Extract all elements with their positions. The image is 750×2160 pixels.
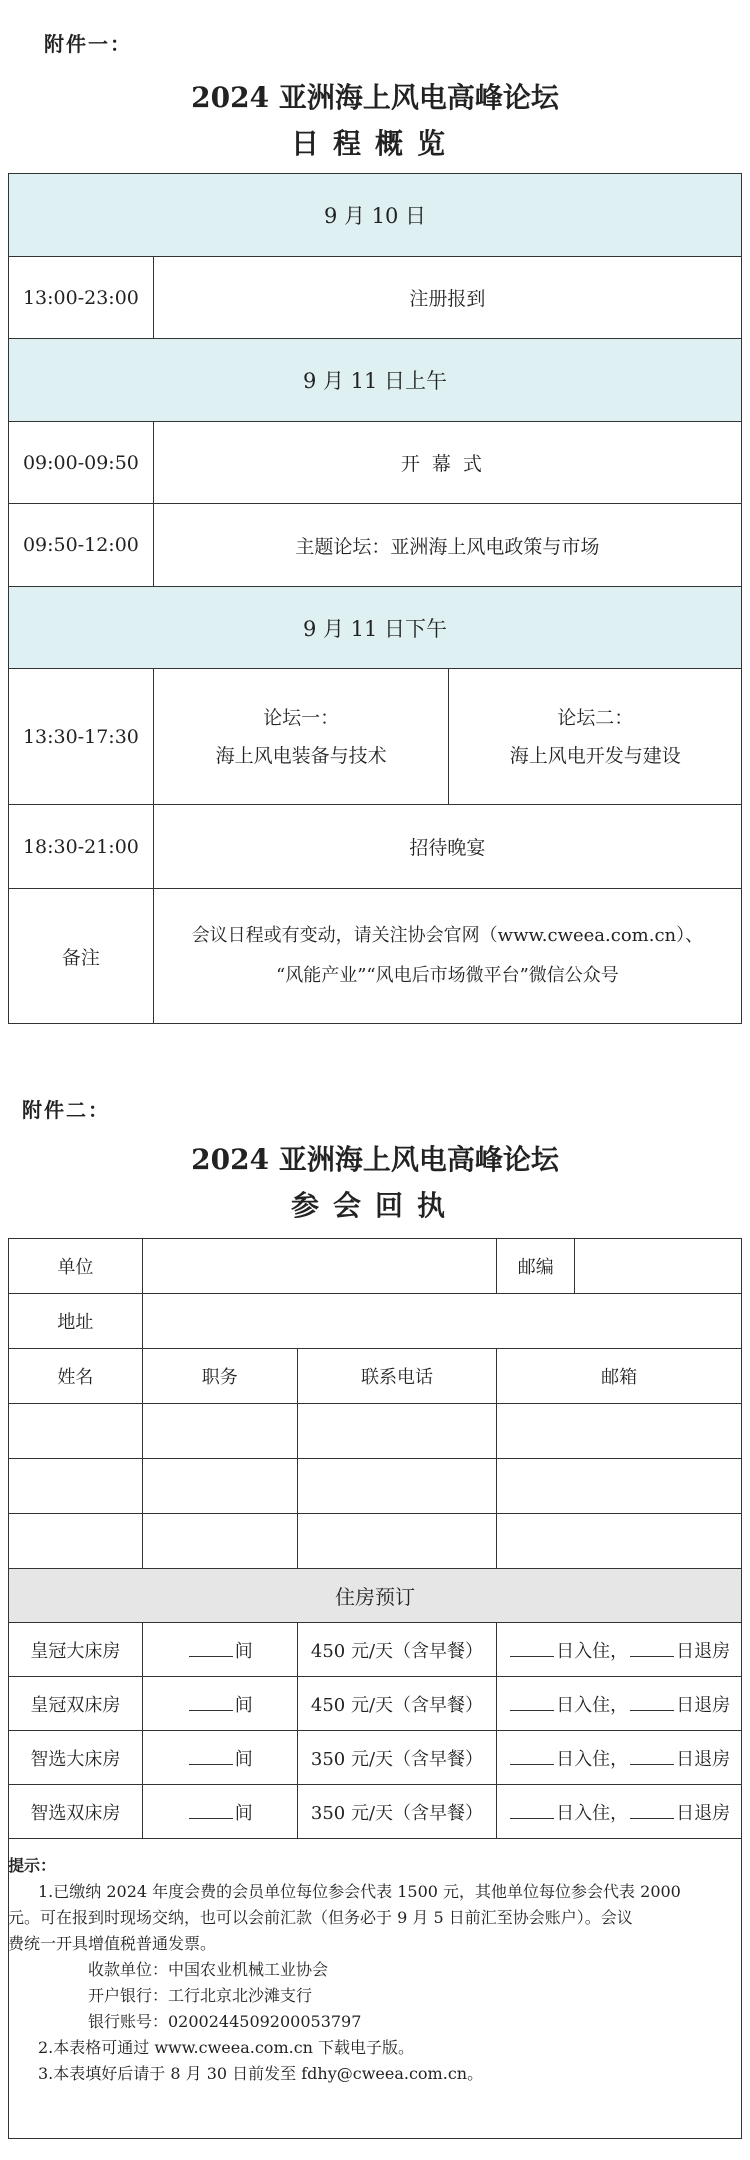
email-header: 邮箱 (497, 1349, 742, 1404)
time-cell: 09:00-09:50 (9, 422, 154, 504)
note-1b: 元。可在报到时现场交纳，也可以会前汇款（但务必于 9 月 5 日前汇至协会账户）。会议 (8, 1908, 633, 1927)
email-input[interactable] (497, 1459, 742, 1514)
date-sep10: 9 月 10 日 (9, 174, 742, 257)
room-price: 350 元/天（含早餐） (297, 1731, 497, 1785)
phone-input[interactable] (297, 1514, 497, 1569)
room-type: 皇冠大床房 (9, 1623, 143, 1677)
room-type: 智选双床房 (9, 1785, 143, 1839)
room-dates[interactable]: 日入住， 日退房 (497, 1677, 742, 1731)
room-dates[interactable]: 日入住， 日退房 (497, 1623, 742, 1677)
unit-input[interactable] (142, 1239, 497, 1294)
position-input[interactable] (142, 1404, 297, 1459)
email-input[interactable] (497, 1404, 742, 1459)
room-price: 450 元/天（含早餐） (297, 1677, 497, 1731)
attachment2-label: 附件二： (22, 1098, 110, 1122)
room-count[interactable]: 间 (142, 1677, 297, 1731)
name-input[interactable] (9, 1404, 143, 1459)
postcode-label: 邮编 (497, 1239, 575, 1294)
position-input[interactable] (142, 1514, 297, 1569)
remark-line1: 会议日程或有变动，请关注协会官网（www.cweea.com.cn）、 (191, 925, 704, 946)
room-count[interactable]: 间 (142, 1623, 297, 1677)
note-1c: 费统一开具增值税普通发票。 (8, 1934, 217, 1953)
time-cell: 13:00-23:00 (9, 257, 154, 339)
forum2-cell (449, 669, 742, 805)
note-account: 银行账号：0200244509200053797 (88, 2012, 362, 2031)
forum2-title: 论坛二： (557, 706, 634, 729)
forum1-cell (153, 669, 449, 805)
forum1-title: 论坛一： (263, 706, 340, 729)
position-input[interactable] (142, 1459, 297, 1514)
address-input[interactable] (142, 1294, 741, 1349)
name-header: 姓名 (9, 1349, 143, 1404)
address-label: 地址 (9, 1294, 143, 1349)
time-cell: 13:30-17:30 (9, 669, 154, 805)
remark-label: 备注 (9, 889, 154, 1024)
name-input[interactable] (9, 1459, 143, 1514)
unit-label: 单位 (9, 1239, 143, 1294)
phone-input[interactable] (297, 1459, 497, 1514)
room-dates[interactable]: 日入住， 日退房 (497, 1785, 742, 1839)
room-type: 皇冠双床房 (9, 1677, 143, 1731)
event-cell: 开幕式 (153, 422, 741, 504)
date-sep11-morning: 9 月 11 日上午 (9, 339, 742, 422)
receipt-subtitle: 参会回执 (290, 1189, 459, 1222)
attachment1-label: 附件一： (44, 32, 132, 56)
room-price: 350 元/天（含早餐） (297, 1785, 497, 1839)
receipt-title: 2024 亚洲海上风电高峰论坛 (191, 1143, 559, 1176)
note-payee: 收款单位：中国农业机械工业协会 (88, 1960, 329, 1979)
note-1a: 1.已缴纳 2024 年度会费的会员单位每位参会代表 1500 元，其他单位每位参会代表 2000 (38, 1882, 681, 1901)
room-count[interactable]: 间 (142, 1785, 297, 1839)
notes (8, 1853, 742, 2087)
forum1-topic: 海上风电装备与技术 (215, 744, 387, 767)
time-cell: 09:50-12:00 (9, 504, 154, 587)
name-input[interactable] (9, 1514, 143, 1569)
schedule-title: 2024 亚洲海上风电高峰论坛 (191, 81, 559, 114)
room-type: 智选大床房 (9, 1731, 143, 1785)
note-bank: 开户银行：工行北京北沙滩支行 (88, 1986, 313, 2005)
note-2: 2.本表格可通过 www.cweea.com.cn 下载电子版。 (38, 2038, 415, 2057)
postcode-input[interactable] (575, 1239, 742, 1294)
event-cell: 主题论坛：亚洲海上风电政策与市场 (153, 504, 741, 587)
email-input[interactable] (497, 1514, 742, 1569)
forum2-topic: 海上风电开发与建设 (509, 744, 681, 767)
room-count[interactable]: 间 (142, 1731, 297, 1785)
room-price: 450 元/天（含早餐） (297, 1623, 497, 1677)
schedule-table (8, 173, 742, 1024)
note-3: 3.本表填好后请于 8 月 30 日前发至 fdhy@cweea.com.cn。 (38, 2064, 484, 2083)
time-cell: 18:30-21:00 (9, 805, 154, 889)
remark-cell (153, 889, 741, 1024)
event-cell: 注册报到 (153, 257, 741, 339)
room-dates[interactable]: 日入住， 日退房 (497, 1731, 742, 1785)
event-cell: 招待晚宴 (153, 805, 741, 889)
phone-header: 联系电话 (297, 1349, 497, 1404)
date-sep11-afternoon: 9 月 11 日下午 (9, 587, 742, 669)
phone-input[interactable] (297, 1404, 497, 1459)
remark-line2: “风能产业”“风电后市场微平台”微信公众号 (276, 965, 619, 986)
schedule-subtitle: 日程概览 (290, 127, 459, 160)
housing-title: 住房预订 (9, 1569, 742, 1623)
position-header: 职务 (142, 1349, 297, 1404)
notes-hint: 提示： (8, 1856, 57, 1875)
